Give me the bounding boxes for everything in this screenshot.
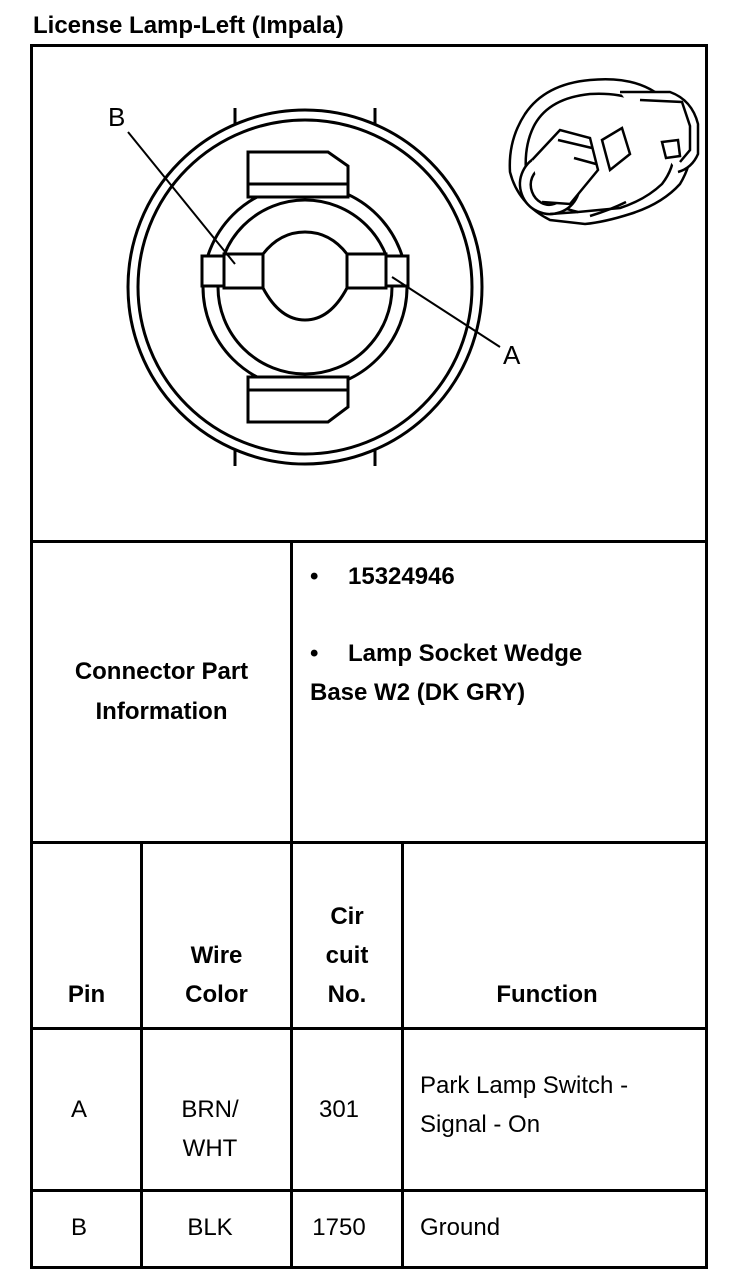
- row-a-circuit: 301: [318, 1096, 360, 1123]
- connector-info-label-line2: Information: [95, 698, 228, 725]
- top-tab: [248, 152, 348, 197]
- callout-a-label: A: [503, 340, 521, 370]
- bottom-tab: [248, 377, 348, 422]
- part-description-item: [310, 634, 582, 673]
- header-function: Function: [496, 981, 598, 1008]
- row-b-wire-color: BLK: [187, 1214, 233, 1241]
- bullet-icon: •: [310, 563, 319, 590]
- callout-a-leader: [392, 277, 500, 347]
- connector-3d-illustration: [510, 79, 698, 224]
- part-description-line2: Base W2 (DK GRY): [310, 679, 526, 706]
- callout-b-label: B: [108, 102, 126, 132]
- row-b-pin: B: [70, 1214, 87, 1241]
- part-description-item-continued: [310, 673, 525, 712]
- row-a-function: Park Lamp Switch - Signal - On: [420, 1072, 629, 1138]
- divider-row-a: [30, 1189, 708, 1192]
- row-b-circuit: 1750: [312, 1214, 366, 1241]
- row-a-pin: A: [70, 1096, 87, 1123]
- header-pin: Pin: [67, 981, 106, 1008]
- row-b-function: Ground: [420, 1214, 501, 1241]
- part-description-line1: Lamp Socket Wedge: [348, 640, 583, 667]
- terminal-slot: [224, 232, 386, 320]
- divider-header-bottom: [30, 1027, 708, 1030]
- row-a-wire-color: BRN/ WHT: [181, 1096, 239, 1162]
- divider-info-vertical: [290, 540, 293, 843]
- header-wire-color: Wire Color: [185, 942, 248, 1008]
- connector-face-diagram: [30, 44, 708, 540]
- divider-info-bottom: [30, 841, 708, 844]
- divider-col-3: [401, 843, 404, 1269]
- header-circuit-number: Cir cuit No.: [325, 903, 369, 1008]
- divider-figure: [30, 540, 708, 543]
- page-title: License Lamp-Left (Impala): [33, 12, 344, 39]
- part-number: 15324946: [348, 563, 455, 590]
- divider-col-1: [140, 843, 143, 1269]
- part-number-item: [310, 557, 455, 596]
- connector-info-label: [33, 652, 290, 732]
- connector-info-label-line1: Connector Part: [74, 658, 249, 685]
- bullet-icon: •: [310, 640, 319, 667]
